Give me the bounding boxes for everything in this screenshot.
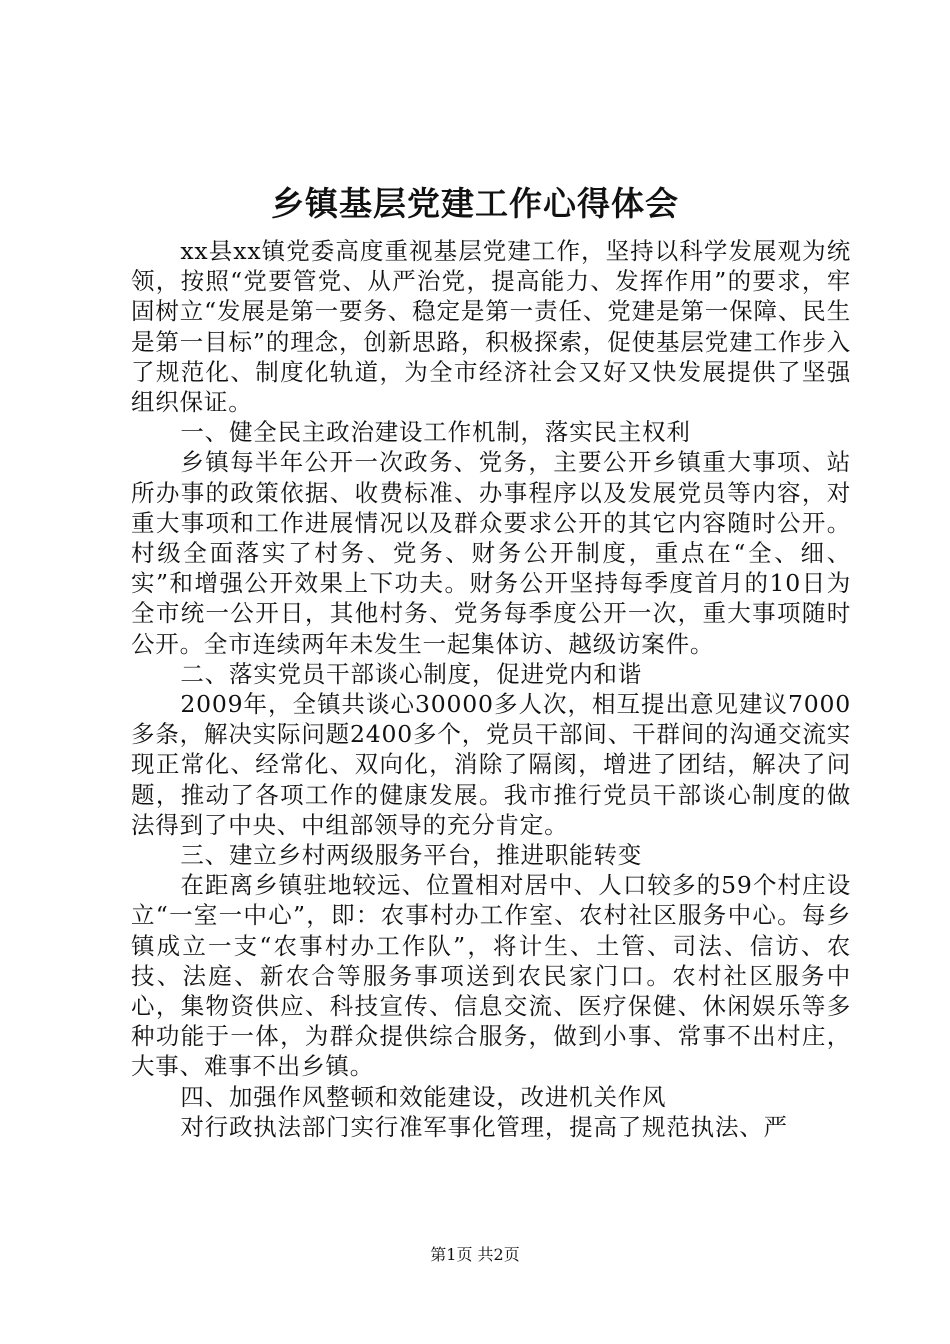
section-heading-4: 四、加强作风整顿和效能建设，改进机关作风 (180, 1082, 667, 1111)
section-heading-1: 一、健全民主政治建设工作机制，落实民主权利 (180, 418, 691, 447)
paragraph-section-1: 乡镇每半年公开一次政务、党务，主要公开乡镇重大事项、站所办事的政策依据、收费标准、办事程序以及发展党员等内容，对重大事项和工作进展情况以及群众要求公开的其它内容随时公开。村级全面落实了村务、党务、财务公开制度，重点在“全、细、实”和增强公开效果上下功夫。财务公开坚持每季度首月的10日为全市统一公开日，其他村务、党务每季度公开一次，重大事项随时公开。全市连续两年未发生一起集体访、越级访案件。 (131, 448, 851, 658)
paragraph-intro: xx县xx镇党委高度重视基层党建工作，坚持以科学发展观为统领，按照“党要管党、从严治党，提高能力、发挥作用”的要求，牢固树立“发展是第一要务、稳定是第一责任、党建是第一保障、民生是第一目标”的理念，创新思路，积极探索，促使基层党建工作步入了规范化、制度化轨道，为全市经济社会又好又快发展提供了坚强组织保证。 (131, 237, 851, 417)
paragraph-section-4: 对行政执法部门实行准军事化管理，提高了规范执法、严 (180, 1112, 788, 1141)
page-footer: 第1页 共2页 (430, 1245, 520, 1264)
section-heading-2: 二、落实党员干部谈心制度，促进党内和谐 (180, 659, 643, 688)
paragraph-section-2: 2009年，全镇共谈心30000多人次，相互提出意见建议7000多条，解决实际问题2400多个，党员干部间、干群间的沟通交流实现正常化、经常化、双向化，消除了隔阂，增进了团结，解决了问题，推动了各项工作的健康发展。我市推行党员干部谈心制度的做法得到了中央、中组部领导的充分肯定。 (131, 690, 851, 839)
document-body (131, 236, 851, 1142)
document-title: 乡镇基层党建工作心得体会 (271, 184, 679, 223)
section-heading-3: 三、建立乡村两级服务平台，推进职能转变 (180, 841, 643, 870)
paragraph-section-3: 在距离乡镇驻地较远、位置相对居中、人口较多的59个村庄设立“一室一中心”，即：农事村办工作室、农村社区服务中心。每乡镇成立一支“农事村办工作队”，将计生、土管、司法、信访、农技、法庭、新农合等服务事项送到农民家门口。农村社区服务中心，集物资供应、科技宣传、信息交流、医疗保健、休闲娱乐等多种功能于一体，为群众提供综合服务，做到小事、常事不出村庄，大事、难事不出乡镇。 (131, 871, 851, 1081)
